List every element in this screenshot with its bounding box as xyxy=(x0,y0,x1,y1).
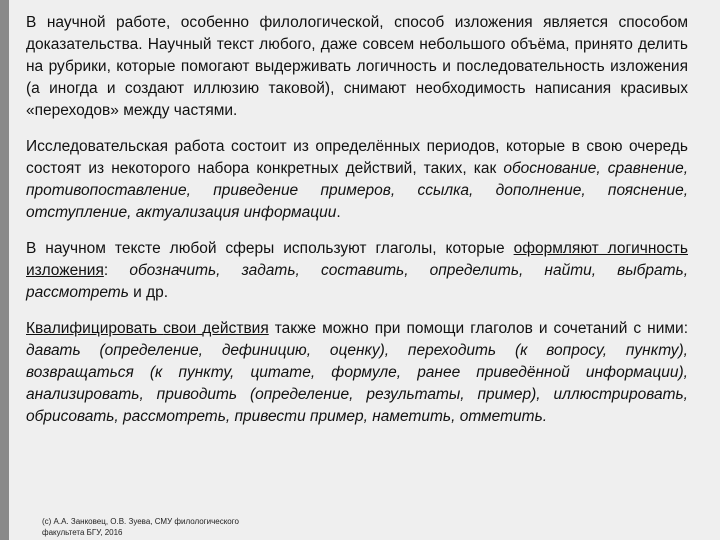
qualify-word-3: действия xyxy=(202,320,269,337)
left-accent-stripe xyxy=(0,0,9,540)
research-actions-lead: Исследовательская работа состоит из определённых периодов, которые в свою очередь состоят из некоторого набора конкретных действий, таких, как xyxy=(26,138,688,177)
research-actions-end: . xyxy=(336,204,341,221)
qualify-examples: давать (определение, дефиницию, оценку), переходить (к вопросу, пункту), возвращаться (к пункту, цитате, формуле, ранее приведённой информации), анализировать, приводить (определение, результаты, пример), иллюстрировать, обрисовать, рассмотреть, привести пример, наметить, отметить. xyxy=(26,342,688,425)
qualify-lead: также можно при помощи глаголов и сочетаний с ними: xyxy=(268,320,688,337)
logic-verbs-lead: В научном тексте любой сферы используют глаголы, которые xyxy=(26,240,514,257)
paragraph-qualify-actions xyxy=(26,318,688,428)
qualify-word-2: свои xyxy=(163,320,203,337)
research-actions-examples: обоснование, сравнение, противопоставление, приведение примеров, ссылка, дополнение, пояснение, отступление, актуализация информации xyxy=(26,160,689,221)
logic-verbs-colon: : xyxy=(103,262,130,279)
paragraph-presentation-method: В научной работе, особенно филологической, способ изложения является способом доказательства. Научный текст любого, даже совсем небольшого объёма, принято делить на рубрики, которые помогают выдерживать логичность и последовательность изложения (а иногда и создают иллюзию таковой), снимают необходимость написания красивых «переходов» между частями. xyxy=(26,14,688,119)
copyright-footer xyxy=(42,516,322,538)
logic-verbs-underlined: оформляют логичность изложения xyxy=(26,240,688,279)
paragraph-logic-verbs xyxy=(26,238,688,304)
footer-line-1: (с) А.А. Занковец, О.В. Зуева, СМУ филологического xyxy=(42,517,239,526)
logic-verbs-tail: и др. xyxy=(128,284,169,301)
slide-body xyxy=(26,12,688,428)
footer-line-2: факультета БГУ, 2016 xyxy=(42,528,123,537)
paragraph-research-actions xyxy=(26,136,688,224)
logic-verbs-list: обозначить, задать, составить, определить, найти, выбрать, рассмотреть xyxy=(26,262,689,301)
qualify-word-1: Квалифицировать xyxy=(26,320,164,337)
